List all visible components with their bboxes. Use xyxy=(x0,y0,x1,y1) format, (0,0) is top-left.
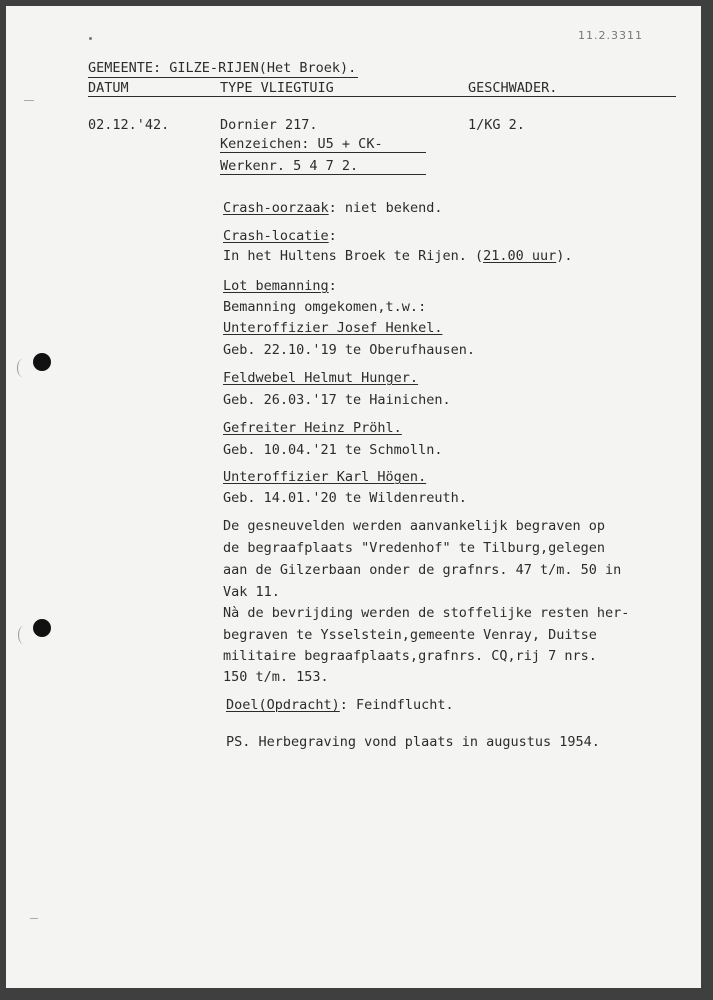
crash-oorzaak-value: : niet bekend. xyxy=(328,200,443,216)
crew-name: Gefreiter Heinz Pröhl. xyxy=(223,420,402,436)
crash-locatie-colon: : xyxy=(328,228,337,244)
kenzeichen-rule xyxy=(220,152,426,153)
archive-number: 11.2.3311 xyxy=(578,29,643,42)
gemeente-rule xyxy=(88,77,358,78)
column-header-geschwader: GESCHWADER. xyxy=(468,80,558,96)
gemeente-label: GEMEENTE: xyxy=(88,60,162,76)
crew-name: Unteroffizier Josef Henkel. xyxy=(223,320,443,336)
punch-hole-lower xyxy=(33,619,51,637)
gemeente-line xyxy=(88,60,356,76)
kenzeichen-value: U5 + CK- xyxy=(317,136,383,152)
lot-bemanning-colon: : xyxy=(328,278,337,294)
crash-time: 21.00 uur xyxy=(483,248,557,264)
doel-value: : Feindflucht. xyxy=(339,697,454,713)
column-header-type: TYPE VLIEGTUIG xyxy=(220,80,334,96)
crash-locatie-before: In het Hultens Broek te Rijen. ( xyxy=(223,248,484,264)
crash-locatie-label: Crash-locatie xyxy=(223,228,329,244)
punch-hole-upper xyxy=(33,353,51,371)
crew-birth: Geb. 22.10.'19 te Oberufhausen. xyxy=(223,342,475,358)
crew-birth: Geb. 26.03.'17 te Hainichen. xyxy=(223,392,451,408)
crash-locatie-after: ). xyxy=(556,248,573,264)
crash-oorzaak-label: Crash-oorzaak xyxy=(223,200,329,216)
column-header-datum: DATUM xyxy=(88,80,129,96)
crew-name: Feldwebel Helmut Hunger. xyxy=(223,370,419,386)
postscript: PS. Herbegraving vond plaats in augustus 1954. xyxy=(226,734,600,750)
doel-line xyxy=(226,697,454,713)
punch-hole-tear xyxy=(18,626,29,644)
paragraph-line: De gesneuvelden werden aanvankelijk begraven op xyxy=(223,518,606,534)
kenzeichen-line xyxy=(220,136,383,152)
lot-bemanning-label: Lot bemanning xyxy=(223,278,329,294)
margin-tick xyxy=(24,100,34,101)
record-date: 02.12.'42. xyxy=(88,117,170,133)
werkenr-line: Werkenr. 5 4 7 2. xyxy=(220,158,359,174)
crew-intro: Bemanning omgekomen,t.w.: xyxy=(223,299,427,315)
werkenr-rule xyxy=(220,174,426,175)
crash-locatie-heading xyxy=(223,228,337,244)
doel-label: Doel(Opdracht) xyxy=(226,697,340,713)
paragraph-line: de begraafplaats "Vredenhof" te Tilburg,gelegen xyxy=(223,540,606,556)
crew-birth: Geb. 14.01.'20 te Wildenreuth. xyxy=(223,490,467,506)
paragraph-line: Vak 11. xyxy=(223,584,280,600)
paragraph-line: begraven te Ysselstein,gemeente Venray, Duitse xyxy=(223,627,597,643)
crew-name: Unteroffizier Karl Högen. xyxy=(223,469,427,485)
paragraph-line: Nà de bevrijding werden de stoffelijke resten her- xyxy=(223,605,630,621)
margin-dot xyxy=(89,37,92,40)
header-rule xyxy=(88,96,676,97)
geschwader-value: 1/KG 2. xyxy=(468,117,525,133)
lot-bemanning-heading xyxy=(223,278,337,294)
margin-tick xyxy=(30,918,38,919)
gemeente-value: GILZE-RIJEN(Het Broek). xyxy=(169,60,357,76)
kenzeichen-label: Kenzeichen: xyxy=(220,136,310,152)
paragraph-line: aan de Gilzerbaan onder de grafnrs. 47 t/m. 50 in xyxy=(223,562,622,578)
crash-oorzaak-line xyxy=(223,200,442,216)
paragraph-line: militaire begraafplaats,grafnrs. CQ,rij 7 nrs. xyxy=(223,648,597,664)
paragraph-line: 150 t/m. 153. xyxy=(223,669,329,685)
aircraft-type: Dornier 217. xyxy=(220,117,318,133)
crew-birth: Geb. 10.04.'21 te Schmolln. xyxy=(223,442,443,458)
crash-locatie-text xyxy=(223,248,573,264)
punch-hole-tear xyxy=(17,359,28,377)
